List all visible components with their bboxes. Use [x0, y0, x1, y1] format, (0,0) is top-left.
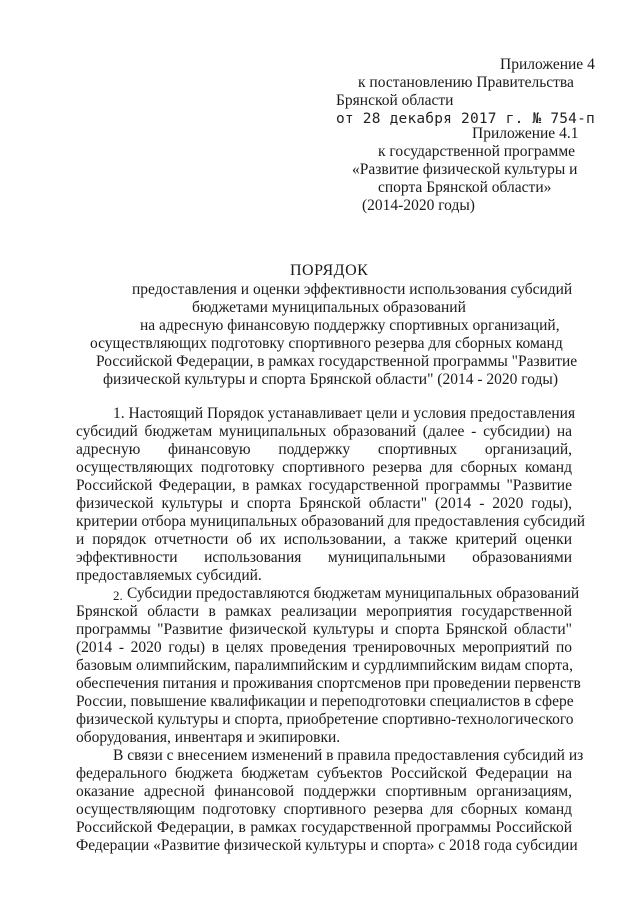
paragraph-2-line: обеспечения питания и проживания спортсменов при проведении первенств [76, 675, 581, 692]
paragraph-2-line: программы "Развитие физической культуры и спорта Брянской области" [76, 621, 572, 638]
program-years: (2014-2020 годы) [362, 197, 475, 214]
program-name-line1: «Развитие физической культуры и [352, 161, 578, 178]
paragraph-1-line: 1. Настоящий Порядок устанавливает цели и условия предоставления [113, 405, 576, 422]
title-sub-line: бюджетами муниципальных образований [192, 299, 466, 316]
appendix-number: Приложение 4 [500, 56, 595, 73]
paragraph-2-line: России, повышение квалификации и переподготовки специалистов в сфере [76, 693, 574, 710]
title-sub-line: на адресную финансовую поддержку спортивных организаций, [140, 317, 560, 334]
paragraph-2-line: (2014 - 2020 годы) в целях проведения тренировочных мероприятий по [76, 639, 572, 656]
paragraph-1-line: Российской Федерации, в рамках государственной программы "Развитие [76, 477, 572, 494]
paragraph-1-line: эффективности использования муниципальными образованиями [76, 549, 572, 566]
document-title: ПОРЯДОК [290, 262, 369, 279]
paragraph-2-last-line: оборудования, инвентаря и экипировки. [76, 729, 341, 746]
paragraph-3-line: Российской Федерации, в рамках государственной программы Российской [76, 819, 572, 836]
paragraph-1-line: физической культуры и спорта Брянской области" (2014 - 2020 годы), [76, 495, 572, 512]
resolution-date-number: от 28 декабря 2017 г. № 754-п [336, 111, 595, 127]
paragraph-2-line: Субсидии предоставляются бюджетам муниципальных образований [127, 585, 580, 602]
appendix-sub-number: Приложение 4.1 [472, 125, 579, 142]
title-sub-line: осуществляющих подготовку спортивного резерва для сборных команд [90, 335, 563, 352]
paragraph-1-line: осуществляющих подготовку спортивного резерва для сборных команд [76, 459, 572, 476]
paragraph-3-line: оказание адресной финансовой поддержки спортивным организациям, [76, 783, 572, 800]
paragraph-2-line: Брянской области в рамках реализации мероприятия государственной [76, 603, 572, 620]
paragraph-3-line: В связи с внесением изменений в правила предоставления субсидий из [113, 747, 584, 764]
paragraph-3-line: федерального бюджета бюджетам субъектов Российской Федерации на [76, 765, 572, 782]
paragraph-1-line: и порядок отчетности об их использовании, а также критерий оценки [76, 531, 572, 548]
paragraph-3-line: Федерации «Развитие физической культуры и спорта» с 2018 года субсидии [76, 837, 578, 854]
title-sub-line: физической культуры и спорта Брянской области" (2014 - 2020 годы) [103, 371, 558, 388]
program-name-line2: спорта Брянской области» [378, 179, 552, 196]
paragraph-2-number: 2. [113, 588, 123, 603]
appendix-region: Брянской области [336, 92, 454, 109]
appendix-resolution-ref: к постановлению Правительства [358, 74, 574, 91]
paragraph-1-line: субсидий бюджетам муниципальных образований (далее - субсидии) на [76, 423, 572, 440]
paragraph-1-last-line: предоставляемых субсидий. [76, 567, 262, 584]
paragraph-3-line: осуществляющим подготовку спортивного резерва для сборных команд [76, 801, 572, 818]
title-sub-line: предоставления и оценки эффективности использования субсидий [132, 281, 573, 298]
paragraph-2-line: базовым олимпийским, паралимпийским и сурдлимпийским видам спорта, [76, 657, 573, 674]
paragraph-1-line: критерии отбора муниципальных образований для предоставления субсидий [76, 513, 586, 530]
paragraph-1-line: адресную финансовую поддержку спортивных организаций, [76, 441, 572, 458]
paragraph-2-line: физической культуры и спорта, приобретение спортивно-технологического [76, 711, 574, 728]
program-ref: к государственной программе [378, 143, 576, 160]
title-sub-line: Российской Федерации, в рамках государственной программы "Развитие [96, 353, 578, 370]
